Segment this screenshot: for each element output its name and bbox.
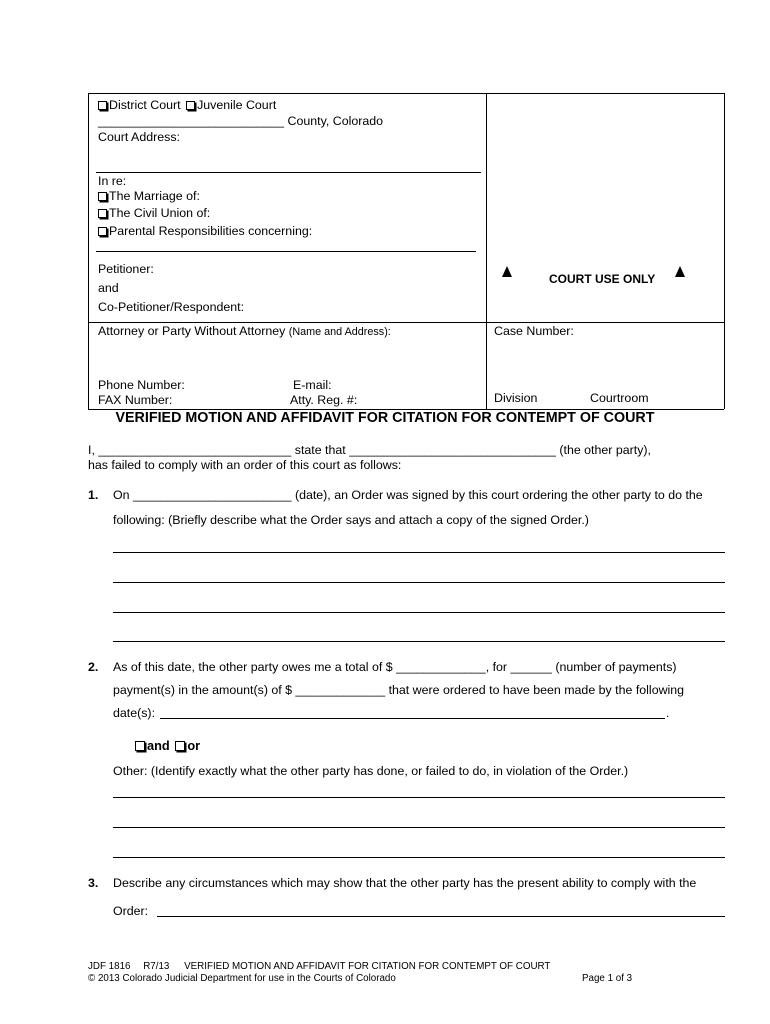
court-use-only-label: COURT USE ONLY <box>549 272 656 286</box>
footer-form-title: VERIFIED MOTION AND AFFIDAVIT FOR CITATION FOR CONTEMPT OF COURT <box>184 961 551 972</box>
dates-period: . <box>666 706 670 720</box>
district-court-checkbox[interactable] <box>98 101 107 110</box>
other-violation-label: Other: (Identify exactly what the other party has done, or failed to do, in violation of the Order.) <box>113 764 629 778</box>
caption-divider <box>486 93 487 409</box>
intro-line-2: has failed to comply with an order of this court as follows: <box>88 458 402 472</box>
payment-dates-line[interactable] <box>160 718 665 719</box>
court-address-rule <box>96 172 481 173</box>
total-owed-blank[interactable]: _____________ <box>396 660 486 674</box>
petitioner-label: Petitioner: <box>98 262 154 276</box>
county-row <box>98 114 383 128</box>
intro-line-1 <box>88 443 651 457</box>
violation-description-line[interactable] <box>113 797 725 798</box>
item-2-text-e: that were ordered to have been made by the following <box>388 683 685 697</box>
revision: R7/13 <box>143 961 170 972</box>
courtroom-label: Courtroom <box>590 391 649 405</box>
intro-state-that: state that <box>294 443 346 457</box>
item-2-line-1 <box>113 660 677 674</box>
case-number-label: Case Number: <box>494 324 574 338</box>
marriage-row <box>98 189 200 203</box>
civil-union-checkbox[interactable] <box>98 209 107 218</box>
or-checkbox[interactable] <box>175 741 185 751</box>
and-label: and <box>147 738 170 753</box>
district-court-label: District Court <box>109 98 181 112</box>
fax-label: FAX Number: <box>98 393 173 407</box>
order-date-blank[interactable]: _______________________ <box>132 488 292 502</box>
item-1-on: On <box>113 488 130 502</box>
item-1-number: 1. <box>88 488 99 502</box>
item-1-text: (date), an Order was signed by this court ordering the other party to do the <box>294 488 703 502</box>
marriage-checkbox[interactable] <box>98 192 107 201</box>
violation-description-line[interactable] <box>113 827 725 828</box>
in-re-label: In re: <box>98 174 127 188</box>
item-1-line-2: following: (Briefly describe what the Order says and attach a copy of the signed Order.) <box>113 513 589 527</box>
page-number: Page 1 of 3 <box>582 973 633 984</box>
caption-top-border <box>88 93 724 94</box>
copyright: © 2013 Colorado Judicial Department for use in the Courts of Colorado <box>88 973 396 984</box>
intro-other-party: (the other party), <box>559 443 651 457</box>
phone-label: Phone Number: <box>98 378 185 392</box>
order-label: Order: <box>113 904 149 918</box>
juvenile-court-label: Juvenile Court <box>197 98 277 112</box>
email-label: E-mail: <box>293 378 332 392</box>
civil-union-row <box>98 206 210 220</box>
court-address-label: Court Address: <box>98 130 180 144</box>
item-2-text-b: , for <box>485 660 508 674</box>
division-label: Division <box>494 391 538 405</box>
payment-count-blank[interactable]: ______ <box>510 660 552 674</box>
payment-amount-blank[interactable]: _____________ <box>295 683 386 697</box>
item-3-number: 3. <box>88 876 99 890</box>
item-2-text-d: payment(s) in the amount(s) of $ <box>113 683 293 697</box>
ability-description-line[interactable] <box>157 916 725 917</box>
parental-row <box>98 224 312 238</box>
order-description-line[interactable] <box>113 612 725 613</box>
attorney-label: Attorney or Party Without Attorney <box>98 324 286 338</box>
form-number: JDF 1816 <box>88 961 131 972</box>
parental-checkbox[interactable] <box>98 227 107 236</box>
co-petitioner-label: Co-Petitioner/Respondent: <box>98 300 245 314</box>
attorney-row <box>98 324 391 338</box>
caption-left-border <box>88 93 89 409</box>
and-or-row <box>135 738 200 753</box>
violation-description-line[interactable] <box>113 857 725 858</box>
court-type-row <box>98 98 276 112</box>
up-arrow-icon <box>675 266 685 277</box>
item-2-number: 2. <box>88 660 99 674</box>
intro-i: I, <box>88 443 95 457</box>
other-party-name-blank[interactable]: ______________________________ <box>349 443 556 457</box>
and-label: and <box>98 281 119 295</box>
civil-union-label: The Civil Union of: <box>109 206 211 220</box>
item-1-line-1 <box>113 488 703 502</box>
parental-label: Parental Responsibilities concerning: <box>109 224 313 238</box>
item-2-text-c: (number of payments) <box>555 660 677 674</box>
order-description-line[interactable] <box>113 641 725 642</box>
caption-mid-border <box>88 322 724 323</box>
item-3-text: Describe any circumstances which may show that the other party has the present ability to comply with the <box>113 876 697 890</box>
declarant-name-blank[interactable]: ____________________________ <box>98 443 292 457</box>
form-title: VERIFIED MOTION AND AFFIDAVIT FOR CITATION FOR CONTEMPT OF COURT <box>115 410 655 426</box>
caption-right-border <box>724 93 725 409</box>
and-checkbox[interactable] <box>135 741 145 751</box>
marriage-label: The Marriage of: <box>109 189 200 203</box>
attorney-note: (Name and Address): <box>288 326 391 338</box>
parties-rule <box>96 251 476 252</box>
county-blank[interactable]: ___________________________ <box>98 114 285 128</box>
juvenile-court-checkbox[interactable] <box>186 101 195 110</box>
county-label: County, Colorado <box>287 114 384 128</box>
order-description-line[interactable] <box>113 582 725 583</box>
order-description-line[interactable] <box>113 552 725 553</box>
item-2-text-a: As of this date, the other party owes me a total of $ <box>113 660 393 674</box>
atty-reg-label: Atty. Reg. #: <box>290 393 358 407</box>
dates-label: date(s): <box>113 706 156 720</box>
up-arrow-icon <box>502 266 512 277</box>
item-2-line-2 <box>113 683 684 697</box>
footer-line-1 <box>88 961 550 972</box>
or-label: or <box>187 738 201 753</box>
